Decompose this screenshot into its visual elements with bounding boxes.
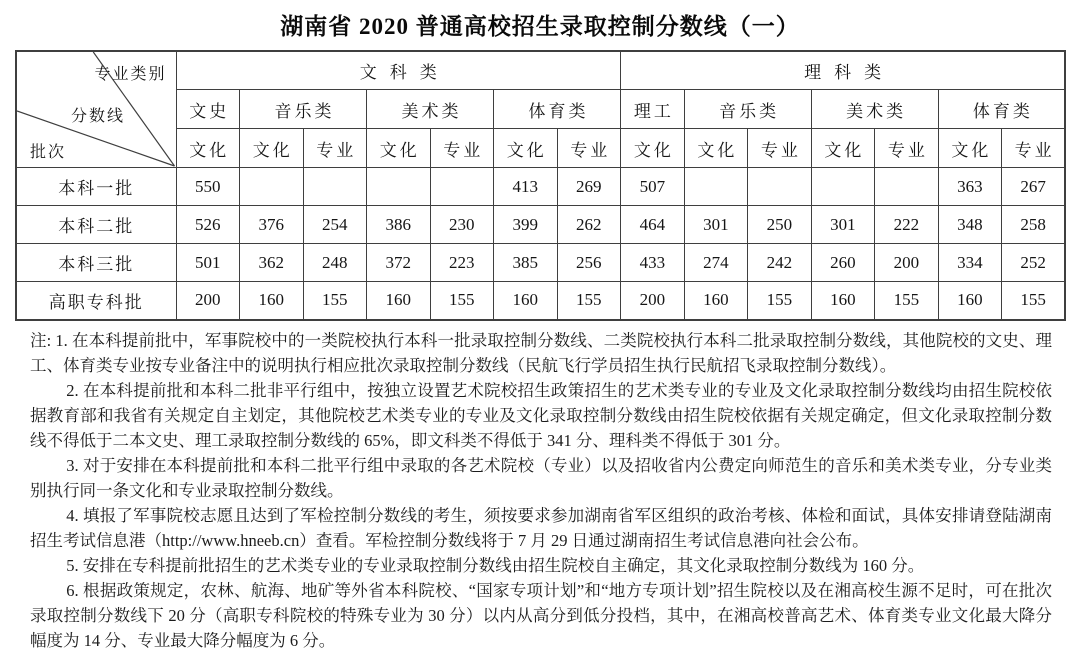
score-cell: 200 — [621, 282, 685, 320]
score-cell: 386 — [367, 206, 431, 244]
batch-label: 本科一批 — [16, 168, 176, 206]
score-cell: 260 — [811, 244, 875, 282]
subgroup-header-sports-sci: 体育类 — [938, 90, 1065, 129]
subgroup-header-ligong: 理工 — [621, 90, 685, 129]
score-cell — [303, 168, 367, 206]
score-cell: 242 — [748, 244, 812, 282]
score-cell: 262 — [557, 206, 621, 244]
note-paragraph: 6. 根据政策规定，农林、航海、地矿等外省本科院校、“国家专项计划”和“地方专项计划”招生院校以及在湘高校生源不足时，可在批次录取控制分数线下 20 分（高职专科院校的特殊专业为 30 分）以内从高分到低分投档，其中，在湘高校普高艺术、体育类专业文化最大降分幅度为 14 分、专业最大降分幅度为 6 分。 — [30, 580, 1052, 650]
kind-header: 专业 — [303, 129, 367, 168]
score-cell: 274 — [684, 244, 748, 282]
score-cell: 155 — [430, 282, 494, 320]
kind-header: 专业 — [1002, 129, 1066, 168]
corner-label-scoreline: 分数线 — [71, 108, 126, 125]
kind-header: 专业 — [875, 129, 939, 168]
corner-label-batch: 批次 — [30, 144, 67, 161]
score-cell: 155 — [557, 282, 621, 320]
kind-header: 专业 — [430, 129, 494, 168]
score-cell: 200 — [875, 244, 939, 282]
score-cell: 550 — [176, 168, 240, 206]
score-cell: 252 — [1002, 244, 1066, 282]
kind-header: 文化 — [621, 129, 685, 168]
score-cell: 334 — [938, 244, 1002, 282]
kind-header: 文化 — [938, 129, 1002, 168]
subgroup-header-fine-sci: 美术类 — [811, 90, 938, 129]
score-cell: 160 — [240, 282, 304, 320]
subgroup-header-music-arts: 音乐类 — [240, 90, 367, 129]
score-cell: 301 — [811, 206, 875, 244]
score-cell: 160 — [684, 282, 748, 320]
score-cell: 223 — [430, 244, 494, 282]
score-cell: 155 — [303, 282, 367, 320]
score-cell: 230 — [430, 206, 494, 244]
score-cell: 376 — [240, 206, 304, 244]
kind-header: 文化 — [684, 129, 748, 168]
footnotes-section — [30, 328, 1052, 653]
corner-label-category: 专业类别 — [94, 66, 167, 83]
score-table-container — [15, 50, 1065, 321]
note-paragraph: 4. 填报了军事院校志愿且达到了军检控制分数线的考生，须按要求参加湖南省军区组织的政治考核、体检和面试，具体安排请登陆湖南招生考试信息港（http://www.hneeb.cn）查看。军检控制分数线将于 7 月 29 日通过湖南招生考试信息港向社会公布。 — [30, 505, 1052, 550]
batch-label: 本科三批 — [16, 244, 176, 282]
kind-header: 文化 — [494, 129, 558, 168]
score-cell: 267 — [1002, 168, 1066, 206]
score-cell: 301 — [684, 206, 748, 244]
page-title: 湖南省 2020 普通高校招生录取控制分数线（一） — [280, 14, 800, 39]
score-cell: 501 — [176, 244, 240, 282]
note-paragraph: 2. 在本科提前批和本科二批非平行组中，按独立设置艺术院校招生政策招生的艺术类专业的专业及文化录取控制分数线均由招生院校依据教育部和我省有关规定自主划定，其他院校艺术类专业的专业及文化录取控制分数线由招生院校依据有关规定确定，但文化录取控制分数线不得低于二本文史、理工录取控制分数线的 65%，即文科类不得低于 341 分、理科类不得低于 301 分。 — [30, 380, 1052, 450]
score-cell: 200 — [176, 282, 240, 320]
kind-header: 文化 — [176, 129, 240, 168]
score-cell: 372 — [367, 244, 431, 282]
kind-header: 文化 — [367, 129, 431, 168]
table-row-benke-yipi — [16, 168, 1065, 206]
score-cell: 222 — [875, 206, 939, 244]
score-cell: 256 — [557, 244, 621, 282]
score-cell: 363 — [938, 168, 1002, 206]
score-cell: 362 — [240, 244, 304, 282]
score-table — [15, 50, 1066, 321]
group-header-liberal-arts: 文科类 — [176, 51, 621, 90]
subgroup-header-sports-arts: 体育类 — [494, 90, 621, 129]
score-cell: 258 — [1002, 206, 1066, 244]
score-cell: 160 — [494, 282, 558, 320]
subgroup-header-fine-arts: 美术类 — [367, 90, 494, 129]
note-paragraph: 5. 安排在专科提前批招生的艺术类专业的专业录取控制分数线由招生院校自主确定，其文化录取控制分数线为 160 分。 — [66, 555, 925, 575]
score-cell: 250 — [748, 206, 812, 244]
table-row-benke-sanpi — [16, 244, 1065, 282]
score-cell — [367, 168, 431, 206]
score-cell — [811, 168, 875, 206]
table-header-row-groups — [16, 51, 1065, 90]
group-header-science: 理科类 — [621, 51, 1066, 90]
score-cell: 160 — [811, 282, 875, 320]
kind-header: 文化 — [811, 129, 875, 168]
score-cell: 155 — [875, 282, 939, 320]
score-cell: 433 — [621, 244, 685, 282]
table-row-benke-erpi — [16, 206, 1065, 244]
table-row-gaozhi-zhuanke — [16, 282, 1065, 320]
kind-header: 文化 — [240, 129, 304, 168]
score-cell: 254 — [303, 206, 367, 244]
score-cell: 348 — [938, 206, 1002, 244]
score-cell: 155 — [748, 282, 812, 320]
note-paragraph: 3. 对于安排在本科提前批和本科二批平行组中录取的各艺术院校（专业）以及招收省内公费定向师范生的音乐和美术类专业，分专业类别执行同一条文化和专业录取控制分数线。 — [30, 455, 1052, 500]
score-cell: 399 — [494, 206, 558, 244]
score-cell: 248 — [303, 244, 367, 282]
batch-label: 本科二批 — [16, 206, 176, 244]
score-cell: 385 — [494, 244, 558, 282]
score-cell: 269 — [557, 168, 621, 206]
score-cell — [748, 168, 812, 206]
score-cell: 160 — [367, 282, 431, 320]
score-cell — [240, 168, 304, 206]
score-cell: 526 — [176, 206, 240, 244]
score-cell — [875, 168, 939, 206]
score-cell — [430, 168, 494, 206]
score-cell: 160 — [938, 282, 1002, 320]
score-cell — [684, 168, 748, 206]
kind-header: 专业 — [748, 129, 812, 168]
subgroup-header-music-sci: 音乐类 — [684, 90, 811, 129]
score-cell: 464 — [621, 206, 685, 244]
score-cell: 507 — [621, 168, 685, 206]
batch-label: 高职专科批 — [16, 282, 176, 320]
corner-header-cell — [16, 51, 176, 168]
kind-header: 专业 — [557, 129, 621, 168]
score-cell: 413 — [494, 168, 558, 206]
score-cell: 155 — [1002, 282, 1066, 320]
subgroup-header-wenshi: 文史 — [176, 90, 240, 129]
note-paragraph: 注: 1. 在本科提前批中，军事院校中的一类院校执行本科一批录取控制分数线、二类院校执行本科二批录取控制分数线，其他院校的文史、理工、体育类专业按专业备注中的说明执行相应批次录取控制分数线（民航飞行学员招生执行民航招飞录取控制分数线）。 — [30, 330, 1052, 375]
